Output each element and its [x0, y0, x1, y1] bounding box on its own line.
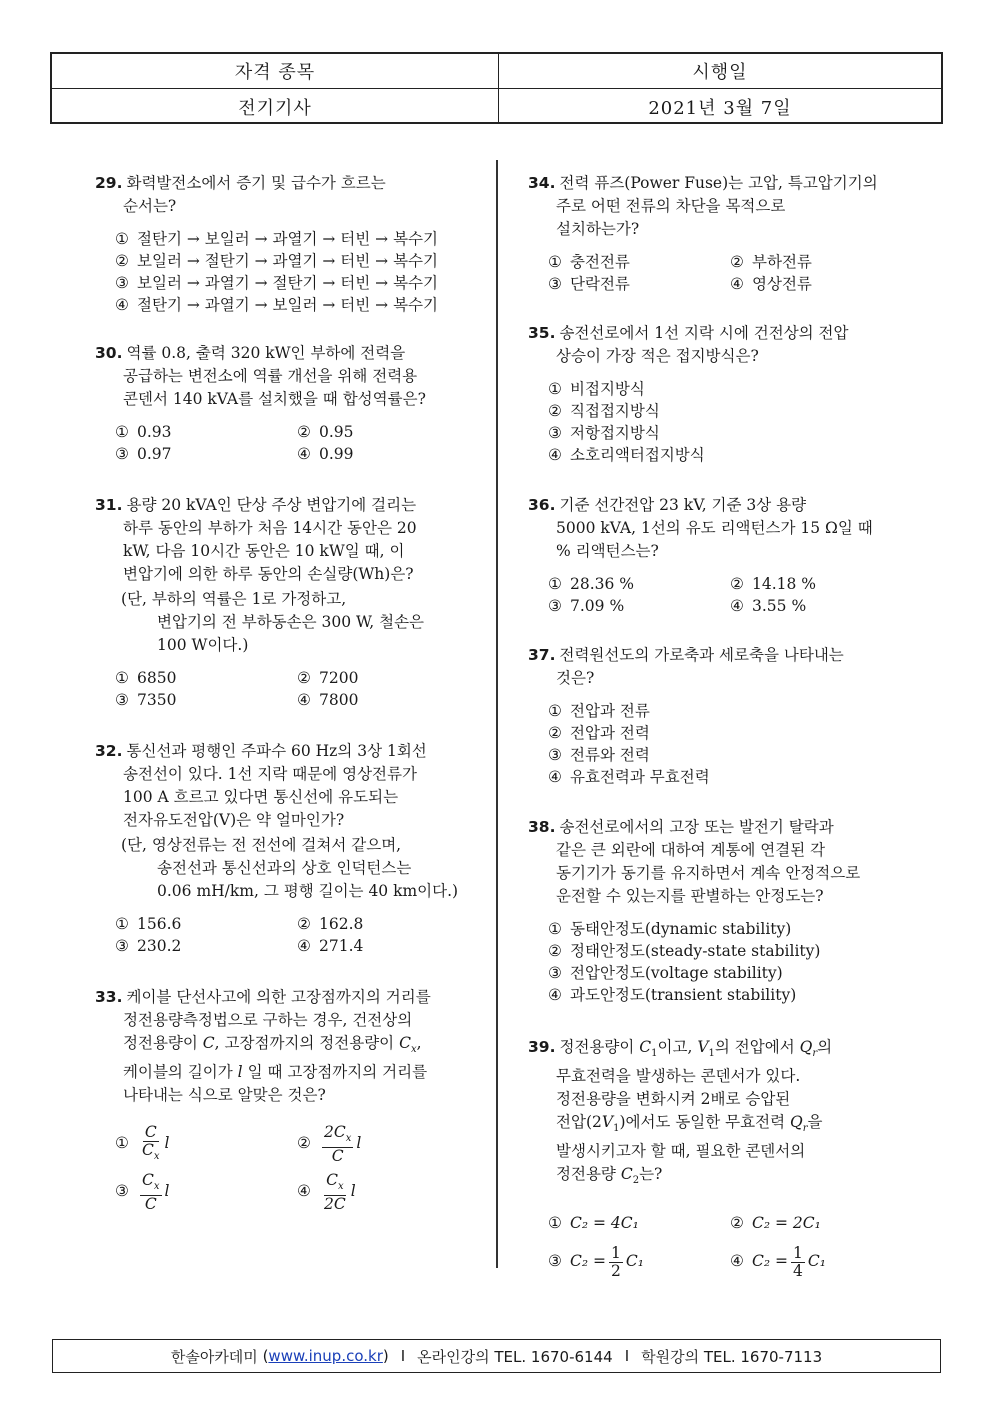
question-36 [528, 494, 908, 617]
option-3[interactable] [548, 595, 730, 617]
question-line: 것은? [556, 669, 595, 687]
option-text: 230.2 [137, 937, 182, 955]
option-marker: ① [115, 669, 129, 687]
option-marker: ② [297, 1134, 311, 1153]
option-text: 정태안정도(steady-state stability) [570, 942, 821, 960]
option-text: 6850 [137, 669, 177, 687]
question-number: 31. [95, 496, 123, 514]
question-line: 공급하는 변전소에 역률 개선을 위해 전력용 [123, 367, 418, 385]
fraction: $\frac{1}{2}$ [611, 1243, 621, 1280]
option-marker: ④ [297, 1182, 311, 1201]
option-marker: ④ [730, 275, 744, 293]
question-line: 상승이 가장 적은 접지방식은? [556, 347, 759, 365]
fraction: $\frac{1}{4}$ [793, 1243, 803, 1280]
question-line: 케이블 단선사고에 의한 고장점까지의 거리를 [126, 988, 431, 1006]
condition-line: (단, 영상전류는 전 전선에 걸쳐서 같으며, [121, 836, 402, 854]
qualification-value: 전기기사 [238, 97, 312, 119]
option-text: 비접지방식 [570, 380, 645, 398]
question-number: 38. [528, 818, 556, 836]
option-4[interactable] [297, 935, 479, 957]
question-line: 용량 20 kVA인 단상 주상 변압기에 걸리는 [126, 496, 417, 514]
question-line: 정전용량측정법으로 구하는 경우, 건전상의 [123, 1011, 413, 1029]
condition-line: 송전선과 통신선과의 상호 인덕턴스는 [157, 859, 412, 877]
option-4[interactable]: ④ C₂ = $\frac{1}{4}$ C₁ [730, 1243, 826, 1280]
question-line: 설치하는가? [556, 220, 640, 238]
question-line: 송전선로에서의 고장 또는 발전기 탈락과 [559, 818, 834, 836]
question-line: 나타내는 식으로 알맞은 것은? [123, 1086, 326, 1105]
exam-date-label: 시행일 [498, 54, 941, 88]
option-2[interactable] [297, 913, 479, 935]
option-text: 7200 [319, 669, 359, 687]
option-text: 단락전류 [570, 275, 630, 293]
question-line: 전력원선도의 가로축과 세로축을 나타내는 [559, 646, 844, 664]
option-3[interactable] [548, 962, 908, 984]
option-marker: ② [730, 1214, 744, 1233]
option-4[interactable] [297, 689, 479, 711]
question-37-options [528, 700, 908, 788]
option-marker: ③ [548, 1252, 562, 1271]
question-line: 하루 동안의 부하가 처음 14시간 동안은 20 [123, 519, 417, 537]
option-marker: ④ [297, 691, 311, 709]
option-text: 156.6 [137, 915, 182, 933]
option-text: 과도안정도(transient stability) [570, 986, 797, 1004]
question-31-text [95, 494, 480, 586]
question-number: 32. [95, 742, 123, 760]
option-4[interactable] [730, 595, 912, 617]
option-2[interactable] [548, 722, 908, 744]
question-38-options [528, 918, 908, 1006]
option-marker: ③ [115, 274, 129, 292]
question-line: 송전선이 있다. 1선 지락 때문에 영상전류가 [123, 765, 417, 783]
condition-line: 0.06 mH/km, 그 평행 길이는 40 km이다.) [157, 882, 459, 900]
question-number: 35. [528, 324, 556, 342]
header-value-row [52, 88, 941, 124]
option-text: C₂ = 4C₁ [570, 1214, 639, 1233]
option-marker: ① [115, 423, 129, 441]
option-marker: ① [548, 380, 562, 398]
question-line: 변압기에 의한 하루 동안의 손실량(Wh)은? [123, 565, 414, 583]
option-marker: ④ [548, 986, 562, 1004]
question-line: 정전용량을 변화시켜 2배로 승압된 [556, 1090, 791, 1109]
question-30 [95, 342, 480, 465]
option-1[interactable] [548, 573, 730, 595]
question-34 [528, 172, 908, 295]
question-34-options [528, 251, 908, 295]
option-marker: ② [730, 575, 744, 593]
question-33-text [95, 986, 480, 1107]
qualification-label: 자격 종목 [234, 62, 316, 83]
question-number: 37. [528, 646, 556, 664]
option-1[interactable] [548, 918, 908, 940]
question-34-text [528, 172, 908, 241]
header-label-row [52, 54, 941, 88]
footer-brand: 한솔아카데미 [170, 1347, 258, 1366]
condition-line: 100 W이다.) [157, 636, 249, 654]
option-1[interactable]: ① $\frac{C}{C_x}$ l [115, 1119, 297, 1167]
option-4[interactable] [548, 444, 908, 466]
option-marker: ① [115, 915, 129, 933]
option-4[interactable] [730, 273, 912, 295]
question-35 [528, 322, 908, 466]
option-text: 3.55 % [752, 597, 807, 615]
exam-date-value: 2021년 3월 7일 [498, 89, 941, 124]
option-2[interactable] [548, 940, 908, 962]
option-marker: ① [548, 702, 562, 720]
fraction: $\frac{C_x}{C}$ [142, 1170, 160, 1213]
option-2[interactable] [297, 667, 479, 689]
question-line: kW, 다음 10시간 동안은 10 kW일 때, 이 [123, 542, 405, 560]
option-text: 0.93 [137, 423, 172, 441]
question-line: 정전용량 $C_2$는? [556, 1165, 663, 1187]
option-text: 28.36 % [570, 575, 635, 593]
question-line: 전력 퓨즈(Power Fuse)는 고압, 특고압기기의 [559, 174, 878, 192]
question-number: 39. [528, 1038, 556, 1056]
question-number: 30. [95, 344, 123, 362]
footer: 한솔아카데미 ( www.inup.co.kr ) I 온라인강의 TEL. 1670-6144 I 학원강의 TEL. 1670-7113 [52, 1339, 941, 1373]
question-line: 전자유도전압(V)은 약 얼마인가? [123, 811, 345, 829]
question-39 [528, 1036, 908, 1280]
option-marker: ② [730, 253, 744, 271]
option-text: 저항접지방식 [570, 424, 660, 442]
question-number: 36. [528, 496, 556, 514]
question-36-text [528, 494, 908, 563]
option-marker: ③ [548, 597, 562, 615]
option-text: 7350 [137, 691, 177, 709]
question-29-options [95, 228, 480, 316]
option-marker: ② [548, 724, 562, 742]
option-text: 0.95 [319, 423, 354, 441]
option-marker: ④ [297, 445, 311, 463]
question-line: 역률 0.8, 출력 320 kW인 부하에 전력을 [126, 344, 406, 362]
option-text: 0.97 [137, 445, 172, 463]
question-32 [95, 740, 480, 957]
option-3[interactable] [548, 273, 730, 295]
question-35-text [528, 322, 908, 368]
condition-line: (단, 부하의 역률은 1로 가정하고, [121, 590, 347, 608]
question-31-condition [95, 588, 480, 657]
option-3[interactable] [115, 689, 297, 711]
question-line: 기준 선간전압 23 kV, 기준 3상 용량 [559, 496, 807, 514]
option-1[interactable] [548, 378, 908, 400]
option-2[interactable] [297, 421, 479, 443]
option-text: 전압과 전력 [570, 724, 650, 742]
question-31 [95, 494, 480, 711]
option-text: 보일러 → 과열기 → 절탄기 → 터빈 → 복수기 [137, 274, 438, 292]
option-text: 162.8 [319, 915, 364, 933]
question-number: 34. [528, 174, 556, 192]
option-marker: ② [297, 669, 311, 687]
footer-website-link[interactable]: www.inup.co.kr [268, 1347, 383, 1365]
option-marker: ③ [115, 1182, 129, 1201]
question-33-options [95, 1119, 480, 1215]
question-38-text [528, 816, 908, 908]
question-line: 운전할 수 있는지를 판별하는 안정도는? [556, 887, 824, 905]
fraction: $\frac{C_x}{2C}$ [324, 1170, 346, 1213]
option-1[interactable] [115, 421, 297, 443]
option-4[interactable] [548, 984, 908, 1006]
option-text: 전압안정도(voltage stability) [570, 964, 783, 982]
option-marker: ① [548, 1214, 562, 1233]
option-text: 동태안정도(dynamic stability) [570, 920, 792, 938]
fraction: $\frac{2C_x}{C}$ [324, 1122, 352, 1165]
option-text: 전압과 전류 [570, 702, 650, 720]
option-marker: ④ [297, 937, 311, 955]
question-line: 같은 큰 외란에 대하여 계통에 연결된 각 [556, 841, 826, 859]
option-1[interactable] [548, 1204, 730, 1242]
option-3[interactable] [548, 744, 908, 766]
option-text: 7.09 % [570, 597, 625, 615]
condition-line: 변압기의 전 부하동손은 300 W, 철손은 [157, 613, 425, 631]
option-marker: ④ [730, 597, 744, 615]
footer-separator: I [400, 1347, 406, 1365]
option-1[interactable] [548, 251, 730, 273]
option-text: 0.99 [319, 445, 354, 463]
option-3[interactable] [548, 422, 908, 444]
option-2[interactable] [548, 400, 908, 422]
question-38 [528, 816, 908, 1006]
option-2[interactable] [730, 1204, 912, 1242]
option-text: 절탄기 → 보일러 → 과열기 → 터빈 → 복수기 [137, 230, 438, 248]
option-2[interactable] [730, 251, 912, 273]
option-marker: ② [297, 423, 311, 441]
question-39-options [528, 1204, 908, 1280]
option-marker: ③ [115, 691, 129, 709]
option-text: 7800 [319, 691, 359, 709]
option-4[interactable] [115, 294, 480, 316]
question-line: % 리액턴스는? [556, 542, 659, 560]
option-marker: ③ [548, 964, 562, 982]
fraction: $\frac{C}{C_x}$ [142, 1122, 160, 1162]
question-line: 전압$(2V_1)$에서도 동일한 무효전력 $Q_r$을 [556, 1113, 823, 1135]
question-29 [95, 172, 480, 316]
option-marker: ① [548, 575, 562, 593]
question-32-text [95, 740, 480, 832]
option-text: 부하전류 [752, 253, 812, 271]
option-marker: ① [115, 230, 129, 248]
option-marker: ① [548, 253, 562, 271]
question-line: 발생시키고자 할 때, 필요한 콘덴서의 [556, 1142, 806, 1161]
option-2[interactable] [115, 250, 480, 272]
option-text: 소호리액터접지방식 [570, 446, 705, 464]
question-line: 화력발전소에서 증기 및 급수가 흐르는 [126, 174, 386, 192]
option-marker: ④ [548, 768, 562, 786]
question-number: 33. [95, 988, 123, 1006]
question-32-condition [95, 834, 480, 903]
question-line: 무효전력을 발생하는 콘덴서가 있다. [556, 1067, 801, 1086]
question-line: 케이블의 길이가 l 일 때 고장점까지의 거리를 [123, 1063, 428, 1082]
option-4[interactable] [297, 443, 479, 465]
option-2[interactable] [730, 573, 912, 595]
option-marker: ③ [548, 746, 562, 764]
question-30-options [95, 421, 480, 465]
option-marker: ④ [115, 296, 129, 314]
question-line: 주로 어떤 전류의 차단을 목적으로 [556, 197, 786, 215]
option-3[interactable]: ③ C₂ = $\frac{1}{2}$ C₁ [548, 1243, 644, 1280]
option-marker: ③ [548, 424, 562, 442]
question-line: 송전선로에서 1선 지락 시에 건전상의 전압 [559, 324, 849, 342]
option-marker: ② [548, 402, 562, 420]
option-marker: ① [548, 920, 562, 938]
option-4[interactable]: ④ $\frac{C_x}{2C}$ l [297, 1167, 479, 1215]
option-text: 보일러 → 절탄기 → 과열기 → 터빈 → 복수기 [137, 252, 438, 270]
question-line: 100 A 흐르고 있다면 통신선에 유도되는 [123, 788, 399, 806]
option-text: 271.4 [319, 937, 364, 955]
question-30-text [95, 342, 480, 411]
option-marker: ③ [548, 275, 562, 293]
option-marker: ① [115, 1134, 129, 1153]
question-number: 29. [95, 174, 123, 192]
option-2[interactable]: ② $\frac{2C_x}{C}$ l [297, 1119, 479, 1167]
footer-separator: I [624, 1347, 630, 1365]
option-marker: ② [548, 942, 562, 960]
question-line: 동기기가 동기를 유지하면서 계속 안정적으로 [556, 864, 861, 882]
footer-academy-tel: 학원강의 TEL. 1670-7113 [641, 1347, 823, 1366]
option-text: 14.18 % [752, 575, 817, 593]
option-text: 직접접지방식 [570, 402, 660, 420]
option-3[interactable]: ③ $\frac{C_x}{C}$ l [115, 1167, 297, 1215]
question-32-options [95, 913, 480, 957]
option-text: C₂ = 2C₁ [752, 1214, 821, 1233]
option-text: 전류와 전력 [570, 746, 650, 764]
question-line: 5000 kVA, 1선의 유도 리액턴스가 15 Ω일 때 [556, 519, 873, 537]
option-3[interactable] [115, 935, 297, 957]
option-marker: ③ [115, 445, 129, 463]
question-39-text [528, 1036, 908, 1192]
option-text: 충전전류 [570, 253, 630, 271]
option-3[interactable] [115, 272, 480, 294]
option-3[interactable] [115, 443, 297, 465]
question-line: 콘덴서 140 kVA를 설치했을 때 합성역률은? [123, 390, 426, 408]
question-31-options [95, 667, 480, 711]
option-marker: ② [297, 915, 311, 933]
option-marker: ④ [548, 446, 562, 464]
question-37-text [528, 644, 908, 690]
column-divider [496, 160, 498, 1268]
option-1[interactable] [115, 913, 297, 935]
option-text: 영상전류 [752, 275, 812, 293]
question-line: 순서는? [123, 197, 177, 215]
question-line: 정전용량이 C, 고장점까지의 정전용량이 $C_x$, [123, 1034, 422, 1056]
question-33 [95, 986, 480, 1215]
option-text: 유효전력과 무효전력 [570, 768, 710, 786]
option-marker: ④ [730, 1252, 744, 1271]
option-marker: ② [115, 252, 129, 270]
header-table [50, 52, 943, 124]
option-4[interactable] [548, 766, 908, 788]
option-1[interactable] [115, 667, 297, 689]
option-1[interactable] [548, 700, 908, 722]
question-37 [528, 644, 908, 788]
option-1[interactable] [115, 228, 480, 250]
question-35-options [528, 378, 908, 466]
question-line: 통신선과 평행인 주파수 60 Hz의 3상 1회선 [126, 742, 427, 760]
question-29-text [95, 172, 480, 218]
option-text: 절탄기 → 과열기 → 보일러 → 터빈 → 복수기 [137, 296, 438, 314]
option-marker: ③ [115, 937, 129, 955]
question-36-options [528, 573, 908, 617]
question-line: 정전용량이 $C_1$이고, $V_1$의 전압에서 $Q_r$의 [559, 1038, 833, 1060]
footer-online-tel: 온라인강의 TEL. 1670-6144 [417, 1347, 613, 1366]
